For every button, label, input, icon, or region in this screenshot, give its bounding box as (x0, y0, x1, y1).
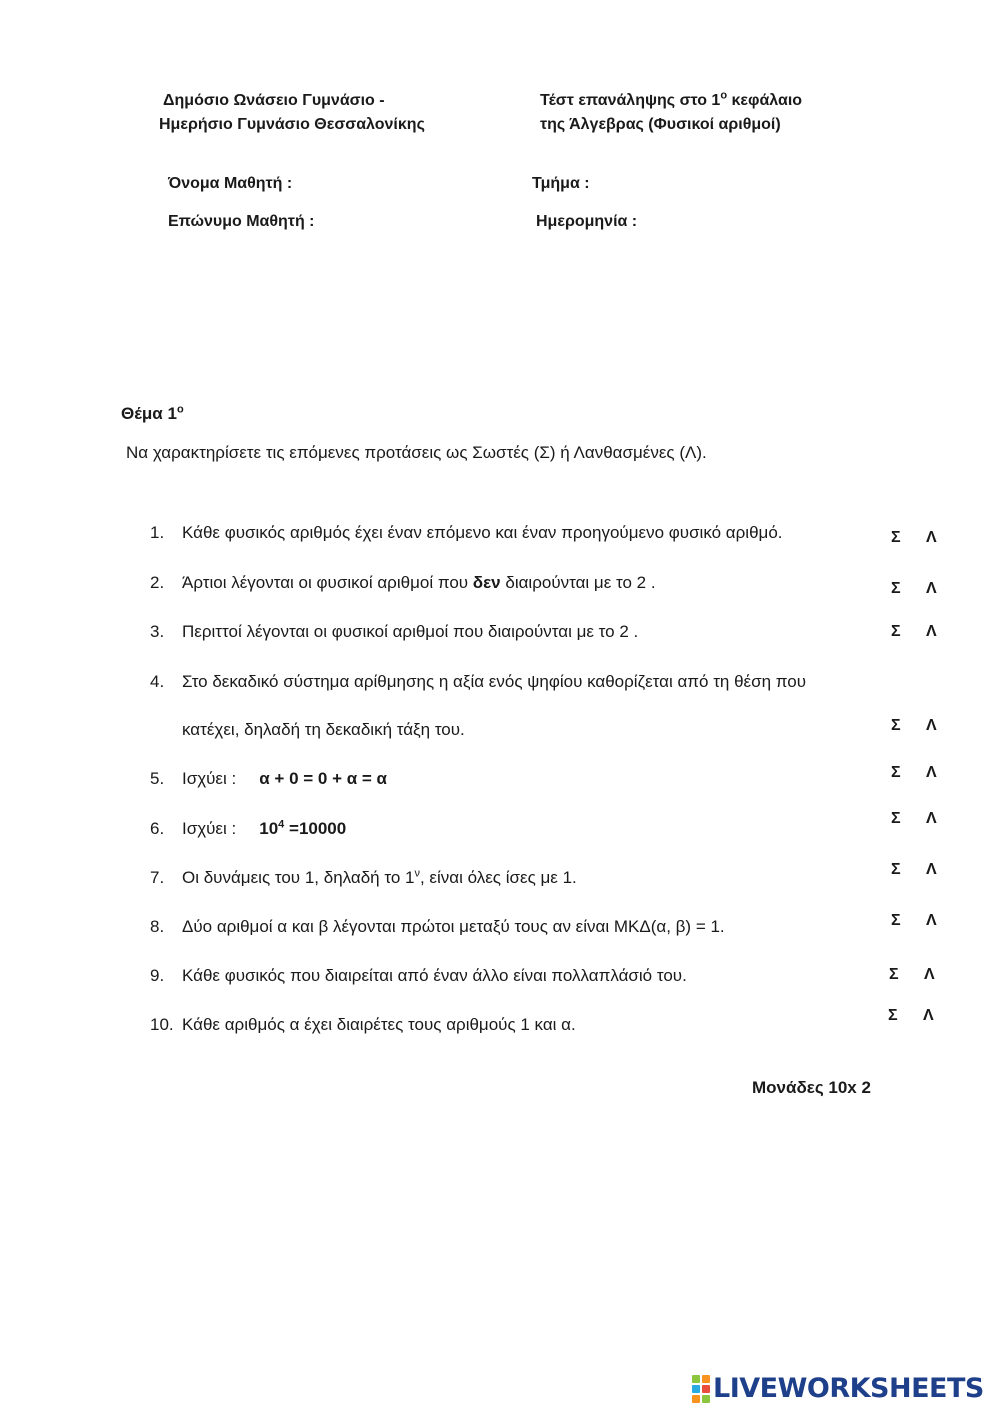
logo-squares-icon (692, 1375, 710, 1403)
test-title-line1: Τέστ επανάληψης στο $1^o$ κεφάλαιο (540, 89, 803, 109)
false-option[interactable]: Λ (926, 623, 937, 640)
true-option[interactable]: Σ (891, 580, 901, 597)
false-option[interactable]: Λ (926, 717, 937, 734)
logo-text: LIVEWORKSHEETS (713, 1373, 984, 1404)
question-4-continuation: κατέχει, δηλαδή τη δεκαδική τάξη του. (182, 720, 465, 739)
question-9: 9. Κάθε φυσικός που διαιρείται από έναν άλλο είναι πολλαπλάσιό του. (150, 966, 687, 985)
topic-title: Θέμα $1^o$ (121, 403, 184, 423)
true-option[interactable]: Σ (891, 623, 901, 640)
true-option[interactable]: Σ (888, 1007, 898, 1024)
school-name-line2: Ημερήσιο Γυμνάσιο Θεσσαλονίκης (159, 116, 425, 133)
question-1: 1. Κάθε φυσικός αριθμός έχει έναν επόμενο και έναν προηγούμενο φυσικό αριθμό. (150, 523, 783, 542)
true-option[interactable]: Σ (891, 912, 901, 929)
question-6: 6. Ισχύει : $10^4 =10000$ (150, 818, 347, 838)
test-title-line2: της Άλγεβρας (Φυσικοί αριθμοί) (540, 116, 781, 133)
true-option[interactable]: Σ (891, 529, 901, 546)
question-8: 8. Δύο αριθμοί α και β λέγονται πρώτοι μεταξύ τους αν είναι ΜΚΔ(α, β) = 1. (150, 917, 725, 936)
date-field[interactable]: Ημερομηνία : (536, 213, 638, 230)
question-2: 2. Άρτιοι λέγονται οι φυσικοί αριθμοί που δεν διαιρούνται με το 2 . (150, 573, 656, 592)
question-5: 5. Ισχύει : α + 0 = 0 + α = α (150, 769, 388, 788)
last-name-field[interactable]: Επώνυμο Μαθητή : (168, 213, 315, 230)
class-field[interactable]: Τμήμα : (532, 175, 590, 192)
school-name-line1: Δημόσιο Ωνάσειο Γυμνάσιο - (163, 92, 385, 109)
true-option[interactable]: Σ (891, 861, 901, 878)
false-option[interactable]: Λ (926, 810, 937, 827)
false-option[interactable]: Λ (923, 1007, 934, 1024)
liveworksheets-logo (692, 1373, 984, 1404)
true-option[interactable]: Σ (891, 810, 901, 827)
true-option[interactable]: Σ (889, 966, 899, 983)
question-7: 7. Οι δυνάμεις του 1, δηλαδή το $1^\nu$, είναι όλες ίσες με 1. (150, 867, 577, 887)
false-option[interactable]: Λ (926, 580, 937, 597)
topic-instruction: Να χαρακτηρίσετε τις επόμενες προτάσεις ως Σωστές (Σ) ή Λανθασμένες (Λ). (126, 443, 707, 462)
false-option[interactable]: Λ (926, 529, 937, 546)
false-option[interactable]: Λ (926, 764, 937, 781)
true-option[interactable]: Σ (891, 717, 901, 734)
false-option[interactable]: Λ (926, 912, 937, 929)
true-option[interactable]: Σ (891, 764, 901, 781)
false-option[interactable]: Λ (926, 861, 937, 878)
first-name-field[interactable]: Όνομα Μαθητή : (168, 175, 293, 192)
false-option[interactable]: Λ (924, 966, 935, 983)
question-4: 4. Στο δεκαδικό σύστημα αρίθμησης η αξία ενός ψηφίου καθορίζεται από τη θέση που (150, 672, 807, 691)
question-10: 10. Κάθε αριθμός α έχει διαιρέτες τους αριθμούς 1 και α. (150, 1015, 576, 1034)
points-label: Μονάδες 10x 2 (752, 1078, 871, 1097)
question-3: 3. Περιττοί λέγονται οι φυσικοί αριθμοί που διαιρούνται με το 2 . (150, 622, 639, 641)
